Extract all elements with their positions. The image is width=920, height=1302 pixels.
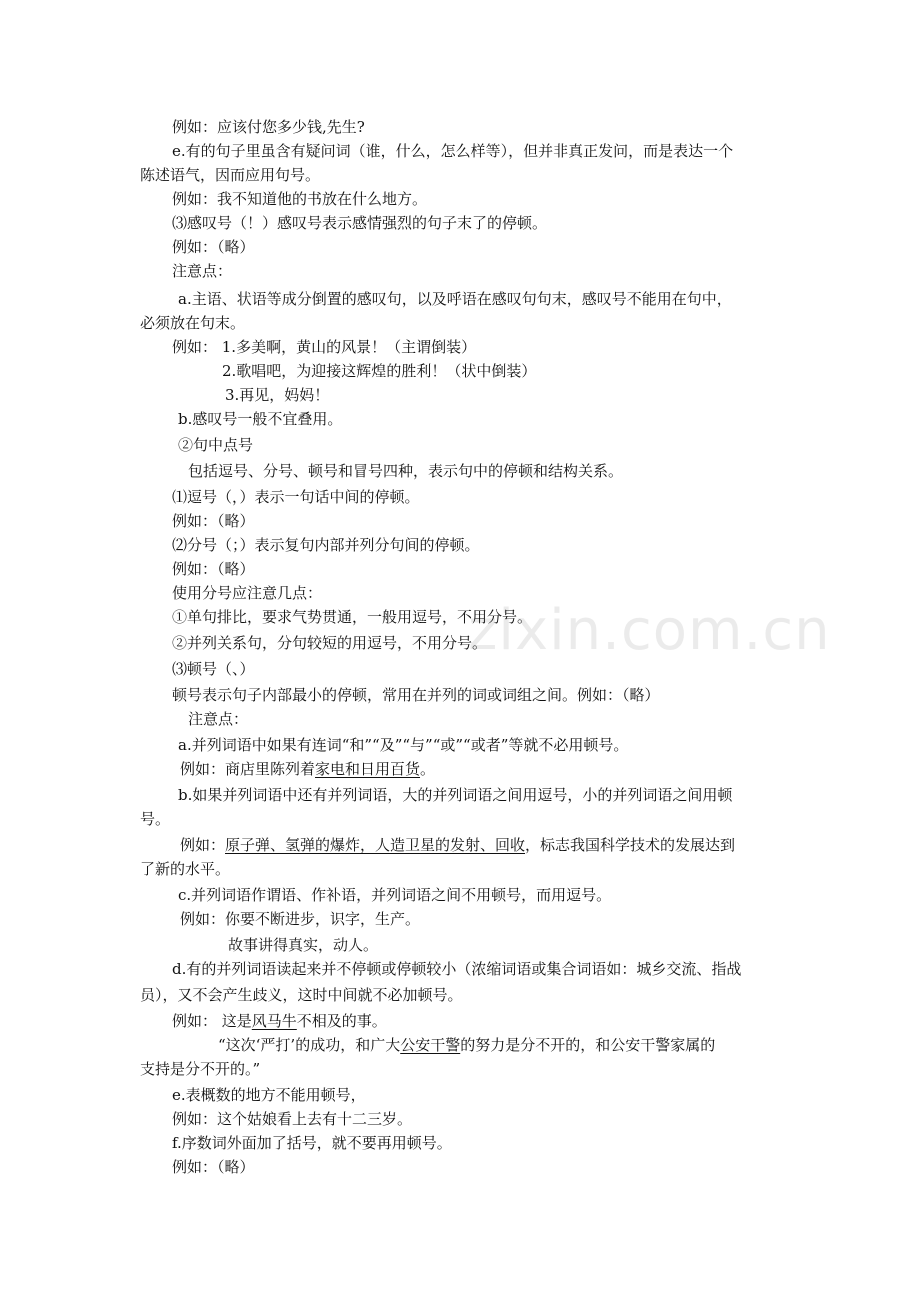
text-line: ②并列关系句，分句较短的用逗号，不用分号。 (172, 634, 488, 652)
text-segment: 不相及的事。 (296, 1012, 387, 1030)
text-line: 注意点： (172, 262, 233, 280)
text-line: 例如：你要不断进步，识字，生产。 (180, 910, 421, 928)
text-line (218, 1036, 715, 1054)
text-line: 3.再见，妈妈！ (225, 386, 330, 404)
text-segment: 的努力是分不开的，和公安干警家属的 (460, 1036, 716, 1054)
text-line: a.并列词语中如果有连词“和”“及”“与”“或”“或者”等就不必用顿号。 (178, 736, 629, 754)
text-line: ②句中点号 (178, 436, 254, 454)
underlined-example: 家电和日用百货 (315, 760, 421, 778)
text-segment: 。 (420, 760, 436, 778)
text-segment: 例如： 这是 (172, 1012, 252, 1030)
text-line: 陈述语气，因而应用句号。 (140, 166, 321, 184)
text-line: a.主语、状语等成分倒置的感叹句，以及呼语在感叹句句末，感叹号不能用在句中， (178, 290, 732, 308)
underlined-example: 风马牛 (251, 1012, 297, 1030)
text-segment: 例如： (180, 836, 226, 854)
text-line: 支持是分不开的。” (140, 1060, 261, 1078)
text-line: ⑶感叹号（！）感叹号表示感情强烈的句子末了的停顿。 (172, 214, 548, 232)
text-line (172, 1012, 387, 1030)
text-line: 顿号表示句子内部最小的停顿，常用在并列的词或词组之间。例如：（略） (172, 686, 660, 704)
text-line: 例如：应该付您多少钱,先生? (172, 118, 365, 136)
text-line: e.有的句子里虽含有疑问词（谁，什么，怎么样等），但并非真正发问，而是表达一个 (172, 142, 734, 160)
text-line: 使用分号应注意几点： (172, 584, 323, 602)
text-line: 例如：（略） (172, 512, 255, 530)
text-line: 例如：（略） (172, 1158, 255, 1176)
text-segment: “这次‘严打’的成功，和广大 (218, 1036, 401, 1054)
watermark: zixin.com.cn (468, 598, 831, 663)
text-line: c.并列词语作谓语、作补语，并列词语之间不用顿号，而用逗号。 (178, 886, 612, 904)
text-line: 例如：（略） (172, 238, 255, 256)
text-line: 注意点： (188, 710, 249, 728)
text-line: 2.歌唱吧，为迎接这辉煌的胜利！（状中倒装） (222, 362, 537, 380)
text-line: 例如：这个姑娘看上去有十二三岁。 (172, 1110, 413, 1128)
text-segment: ，标志我国科学技术的发展达到 (525, 836, 736, 854)
text-line: 员），又不会产生歧义，这时中间就不必加顿号。 (140, 986, 463, 1004)
text-line: 号。 (140, 810, 171, 828)
text-line: b.感叹号一般不宜叠用。 (178, 410, 343, 428)
text-line: 包括逗号、分号、顿号和冒号四种，表示句中的停顿和结构关系。 (188, 462, 624, 480)
text-line: f.序数词外面加了括号，就不要再用顿号。 (172, 1134, 452, 1152)
text-line: b.如果并列词语中还有并列词语，大的并列词语之间用逗号，小的并列词语之间用顿 (178, 786, 733, 804)
text-line: d.有的并列词语读起来并不停顿或停顿较小（浓缩词语或集合词语如：城乡交流、指战 (172, 960, 742, 978)
text-line: 例如：我不知道他的书放在什么地方。 (172, 190, 428, 208)
underlined-example: 原子弹、氢弹的爆炸，人造卫星的发射、回收 (225, 836, 526, 854)
underlined-example: 公安干警 (400, 1036, 461, 1054)
text-line: ⑵分号（；）表示复句内部并列分句间的停顿。 (172, 536, 480, 554)
text-line: 例如：（略） (172, 560, 255, 578)
text-line: ⑴逗号（，）表示一句话中间的停顿。 (172, 488, 420, 506)
text-line (180, 836, 735, 854)
text-line (180, 760, 435, 778)
text-line: e.表概数的地方不能用顿号， (172, 1086, 366, 1104)
text-line: 了新的水平。 (140, 860, 231, 878)
text-line: 必须放在句末。 (140, 314, 246, 332)
text-line: ①单句排比，要求气势贯通，一般用逗号，不用分号。 (172, 608, 533, 626)
text-line: ⑶顿号（、） (172, 660, 255, 678)
text-segment: 例如：商店里陈列着 (180, 760, 316, 778)
text-line: 故事讲得真实，动人。 (228, 936, 379, 954)
text-line: 例如： 1.多美啊，黄山的风景！（主谓倒装） (172, 338, 477, 356)
